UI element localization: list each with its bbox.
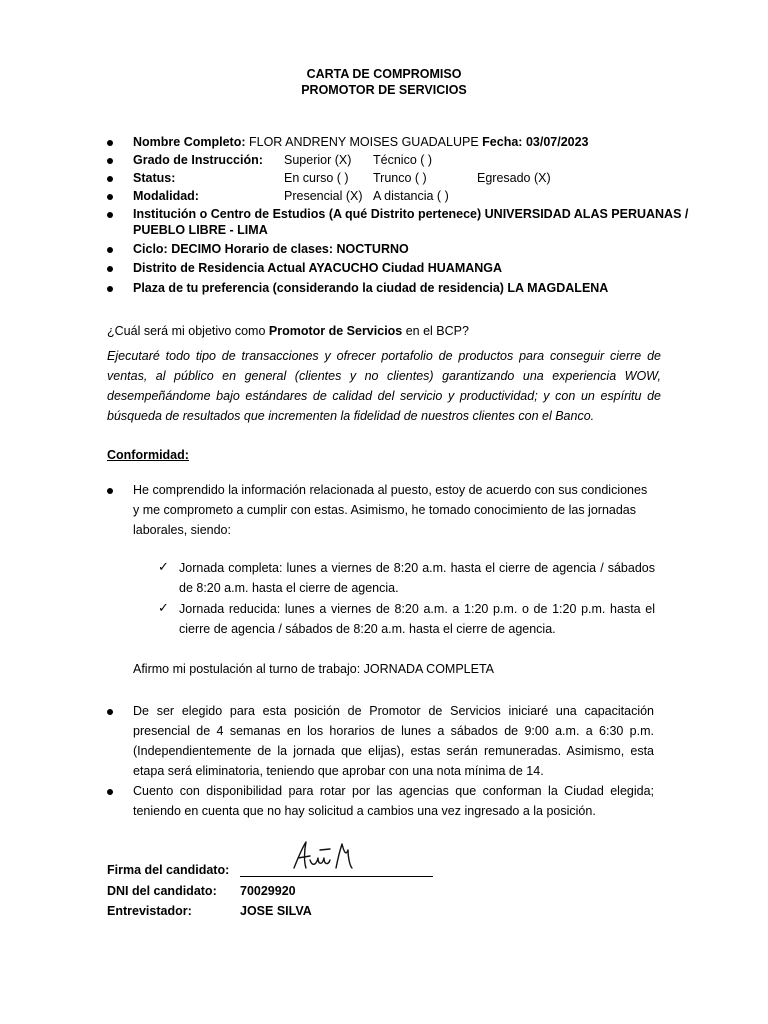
capacitacion-line-3: (Independientemente de la jornada que elijas), estas serán remuneradas. Asimismo, esta (133, 744, 654, 758)
objetivo-line-1: Ejecutaré todo tipo de transacciones y ofrecer portafolio de productos para conseguir cierre de (107, 349, 661, 363)
objetivo-line-2: ventas, al público en general (clientes y no clientes) garantizando una experiencia WOW, (107, 369, 661, 383)
distrito-item: Distrito de Residencia Actual AYACUCHO Ciudad HUAMANGA (133, 261, 503, 275)
institucion-line-1: Institución o Centro de Estudios (A qué Distrito pertenece) UNIVERSIDAD ALAS PERUANAS / (133, 207, 689, 221)
bullet-icon (107, 247, 113, 253)
bullet-icon (107, 140, 113, 146)
bullet-icon (107, 158, 113, 164)
conformidad-p1-line-3: laborales, siendo: (133, 523, 231, 537)
fecha-label: Fecha: (482, 135, 523, 149)
signature-image (290, 838, 360, 874)
status-option-en-curso: En curso ( ) (284, 171, 349, 185)
bullet-icon (107, 212, 113, 218)
status-label: Status: (133, 171, 176, 185)
bullet-icon (107, 488, 113, 494)
capacitacion-line-2: presencial de 4 semanas en los horarios de lunes a sábados de 9:00 a.m. a 6:30 p.m. (133, 724, 654, 738)
institucion-line-2: PUEBLO LIBRE - LIMA (133, 223, 268, 237)
fecha-value: 03/07/2023 (525, 135, 589, 149)
bullet-icon (107, 176, 113, 182)
status-option-egresado: Egresado (X) (477, 171, 551, 185)
checkmark-icon: ✓ (158, 600, 169, 615)
document-subtitle: PROMOTOR DE SERVICIOS (301, 83, 467, 97)
rotacion-line-2: teniendo en cuenta que no hay solicitud a cambios una vez ingresado a la posición. (133, 804, 596, 818)
objetivo-line-3: desempeñándome bajo estándares de calidad del servicio y productividad; y con un espíritu de (107, 389, 661, 403)
conformidad-heading: Conformidad: (107, 448, 189, 462)
capacitacion-line-4: etapa será eliminatoria, teniendo que aprobar con una nota mínima de 14. (133, 764, 544, 778)
entrevistador-label: Entrevistador: (107, 904, 192, 918)
nombre-value: FLOR ANDRENY MOISES GUADALUPE (248, 135, 479, 149)
bullet-icon (107, 266, 113, 272)
objetivo-question-pre: ¿Cuál será mi objetivo como (107, 324, 269, 338)
objetivo-question (107, 323, 469, 339)
objetivo-line-4: búsqueda de resultados que incrementen la fidelidad de nuestros clientes con el Banco. (107, 409, 595, 423)
entrevistador-value: JOSE SILVA (240, 904, 312, 918)
modalidad-option-presencial: Presencial (X) (284, 189, 363, 203)
conformidad-p1-line-2: y me comprometo a cumplir con estas. Asimismo, he tomado conocimiento de las jornadas (133, 503, 637, 517)
conformidad-p1-line-1: He comprendido la información relacionada al puesto, estoy de acuerdo con sus condiciones (133, 483, 648, 497)
checkmark-icon: ✓ (158, 559, 169, 574)
jornada-completa-line-2: de 8:20 a.m. hasta el cierre de agencia. (179, 581, 399, 595)
afirmo-line: Afirmo mi postulación al turno de trabajo: JORNADA COMPLETA (133, 662, 495, 676)
signature-line (240, 876, 433, 877)
bullet-icon (107, 194, 113, 200)
list-item-nombre (133, 134, 589, 150)
grado-option-tecnico: Técnico ( ) (373, 153, 433, 167)
jornada-reducida-line-1: Jornada reducida: lunes a viernes de 8:20 a.m. a 1:20 p.m. o de 1:20 p.m. hasta el (179, 602, 655, 616)
grado-option-superior: Superior (X) (284, 153, 352, 167)
ciclo-item: Ciclo: DECIMO Horario de clases: NOCTURNO (133, 242, 409, 256)
dni-label: DNI del candidato: (107, 884, 217, 898)
firma-label: Firma del candidato: (107, 863, 230, 877)
bullet-icon (107, 709, 113, 715)
objetivo-question-bold: Promotor de Servicios (268, 324, 403, 338)
jornada-reducida-line-2: cierre de agencia / sábados de 8:20 a.m. hasta el cierre de agencia. (179, 622, 556, 636)
bullet-icon (107, 286, 113, 292)
nombre-label: Nombre Completo: (133, 135, 246, 149)
bullet-icon (107, 789, 113, 795)
grado-label: Grado de Instrucción: (133, 153, 263, 167)
plaza-item: Plaza de tu preferencia (considerando la ciudad de residencia) LA MAGDALENA (133, 281, 609, 295)
jornada-completa-line-1: Jornada completa: lunes a viernes de 8:20 a.m. hasta el cierre de agencia / sábados (179, 561, 655, 575)
objetivo-question-post: en el BCP? (402, 324, 469, 338)
modalidad-option-distancia: A distancia ( ) (373, 189, 449, 203)
status-option-trunco: Trunco ( ) (373, 171, 427, 185)
modalidad-label: Modalidad: (133, 189, 199, 203)
document-title: CARTA DE COMPROMISO (306, 67, 462, 81)
capacitacion-line-1: De ser elegido para esta posición de Promotor de Servicios iniciaré una capacitación (133, 704, 654, 718)
dni-value: 70029920 (240, 884, 296, 898)
rotacion-line-1: Cuento con disponibilidad para rotar por las agencias que conforman la Ciudad elegida; (133, 784, 654, 798)
